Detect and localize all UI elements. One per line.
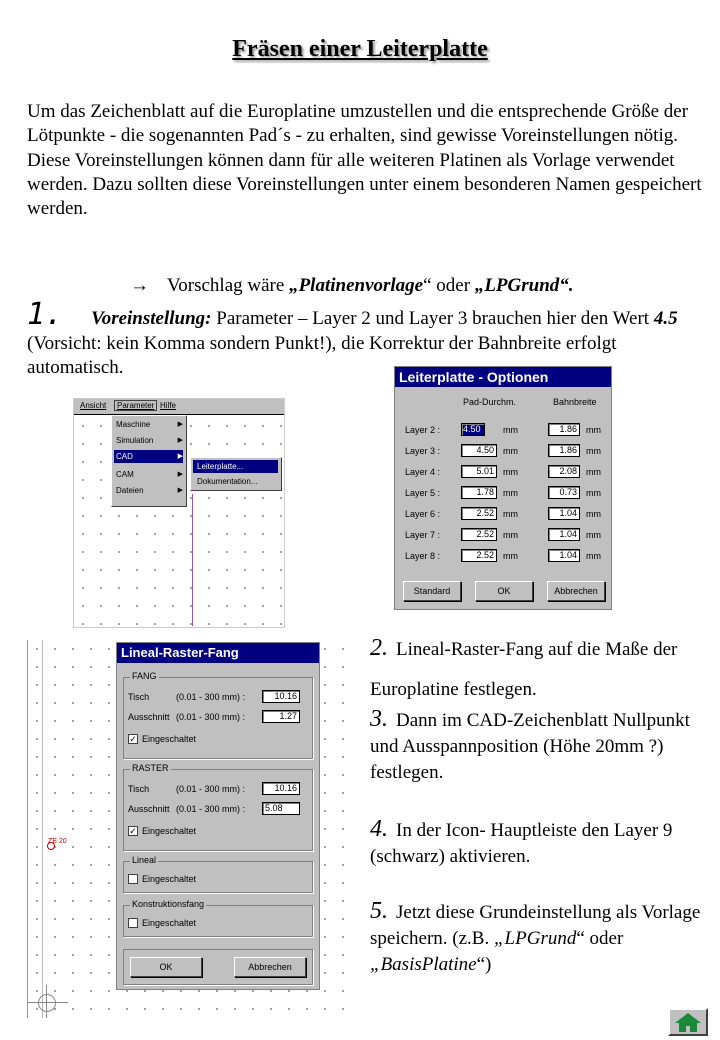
pad-unit-label: mm bbox=[503, 551, 518, 561]
layer-label: Layer 2 : bbox=[405, 425, 441, 435]
pad-unit-label: mm bbox=[503, 530, 518, 540]
bahnbreite-input[interactable]: 1.04 bbox=[548, 528, 580, 541]
step-2 bbox=[370, 630, 715, 710]
proposal-mid: “ oder bbox=[423, 275, 475, 296]
standard-button[interactable]: Standard bbox=[403, 581, 461, 601]
fang-ausschnitt-range: (0.01 - 300 mm) : bbox=[176, 712, 246, 722]
fang-tisch-range: (0.01 - 300 mm) : bbox=[176, 692, 246, 702]
raster-tisch-range: (0.01 - 300 mm) : bbox=[176, 784, 246, 794]
pad-diameter-input[interactable]: 5.01 bbox=[461, 465, 497, 478]
step-5 bbox=[370, 898, 715, 978]
menubar bbox=[74, 399, 284, 414]
ok-button[interactable]: OK bbox=[475, 581, 533, 601]
layer-label: Layer 7 : bbox=[405, 530, 441, 540]
step-4 bbox=[370, 816, 715, 870]
ze-label: ZE 20 bbox=[48, 838, 67, 845]
menu-item-cad[interactable]: CAD bbox=[116, 452, 133, 461]
menu-item-cam[interactable]: CAM bbox=[116, 470, 134, 479]
proposal-name-1: „Platinenvorlage bbox=[289, 275, 424, 296]
page-title: Fräsen einer Leiterplatte bbox=[232, 36, 488, 62]
col-bahn-header: Bahnbreite bbox=[553, 397, 597, 407]
crosshair-icon bbox=[38, 994, 56, 1012]
raster-ausschnitt-input[interactable]: 5.08 bbox=[262, 802, 300, 815]
bahn-unit-label: mm bbox=[586, 488, 601, 498]
step-3-number: 3. bbox=[370, 706, 388, 732]
raster-ausschnitt-label: Ausschnitt bbox=[128, 804, 170, 814]
step-5-text-b: “ oder bbox=[576, 928, 624, 949]
step-5-number: 5. bbox=[370, 898, 388, 924]
options-dialog-title: Leiterplatte - Optionen bbox=[395, 367, 611, 387]
menu-screenshot bbox=[73, 398, 285, 628]
fang-cancel-button[interactable]: Abbrechen bbox=[234, 957, 306, 977]
parameter-menu: Maschine ▶ Simulation ▶ CAD ▶ CAM ▶ Dateien ▶ bbox=[111, 415, 187, 507]
group-lineal-label: Lineal bbox=[132, 855, 157, 865]
pad-unit-label: mm bbox=[503, 509, 518, 519]
layer-label: Layer 3 : bbox=[405, 446, 441, 456]
fang-ausschnitt-input[interactable]: 1.27 bbox=[262, 710, 300, 723]
lineal-enabled-label: Eingeschaltet bbox=[142, 874, 197, 884]
fang-enabled-label: Eingeschaltet bbox=[142, 734, 197, 744]
bahn-unit-label: mm bbox=[586, 530, 601, 540]
fang-enabled-checkbox[interactable]: ✓ bbox=[129, 734, 137, 744]
cancel-button[interactable]: Abbrechen bbox=[547, 581, 605, 601]
menu-item-maschine[interactable]: Maschine bbox=[116, 420, 151, 429]
options-dialog bbox=[394, 366, 612, 610]
pad-diameter-input[interactable]: 2.52 bbox=[461, 549, 497, 562]
step-1-text-a: Parameter – Layer 2 und Layer 3 brauchen hier den Wert bbox=[211, 308, 654, 329]
menu-ansicht[interactable]: Ansicht bbox=[80, 401, 107, 410]
submenu-dokumentation[interactable]: Dokumentation... bbox=[197, 477, 258, 486]
pad-diameter-input[interactable]: 4.50 bbox=[461, 423, 485, 436]
menu-hilfe[interactable]: Hilfe bbox=[160, 401, 177, 410]
bahn-unit-label: mm bbox=[586, 446, 601, 456]
step-5-text-c: “) bbox=[476, 954, 492, 975]
pad-unit-label: mm bbox=[503, 467, 518, 477]
button-group bbox=[123, 949, 313, 985]
proposal-line bbox=[130, 275, 574, 297]
bahnbreite-input[interactable]: 2.08 bbox=[548, 465, 580, 478]
group-konstruktionsfang bbox=[123, 899, 313, 937]
konstr-enabled-label: Eingeschaltet bbox=[142, 918, 197, 928]
layer-label: Layer 5 : bbox=[405, 488, 441, 498]
group-fang-label: FANG bbox=[132, 671, 157, 681]
bahn-unit-label: mm bbox=[586, 551, 601, 561]
group-konstruktionsfang-label: Konstruktionsfang bbox=[132, 899, 205, 909]
home-icon bbox=[670, 1010, 706, 1034]
home-button[interactable] bbox=[668, 1008, 708, 1036]
fang-tisch-input[interactable]: 10.16 bbox=[262, 690, 300, 703]
group-fang bbox=[123, 671, 313, 759]
step-1-value: 4.5 bbox=[653, 308, 678, 329]
raster-tisch-label: Tisch bbox=[128, 784, 150, 794]
step-1-number: 1. bbox=[27, 297, 64, 332]
pad-diameter-input[interactable]: 2.52 bbox=[461, 507, 497, 520]
step-1-text-b: (Vorsicht: kein Komma sondern Punkt!), die Korrektur der Bahnbreite erfolgt automatisch. bbox=[27, 332, 617, 378]
step-5-text-a: Jetzt diese Grundeinstellung als Vorlage speichern. (z.B. bbox=[370, 902, 701, 949]
pad-unit-label: mm bbox=[503, 425, 518, 435]
menu-parameter[interactable]: Parameter bbox=[114, 400, 157, 411]
fang-ok-button[interactable]: OK bbox=[130, 957, 202, 977]
bahn-unit-label: mm bbox=[586, 425, 601, 435]
bahnbreite-input[interactable]: 1.04 bbox=[548, 549, 580, 562]
bahnbreite-input[interactable]: 0.73 bbox=[548, 486, 580, 499]
cad-submenu bbox=[190, 457, 282, 491]
pad-diameter-input[interactable]: 1.78 bbox=[461, 486, 497, 499]
raster-ausschnitt-range: (0.01 - 300 mm) : bbox=[176, 804, 246, 814]
fang-screenshot bbox=[27, 640, 344, 1018]
pad-diameter-input[interactable]: 2.52 bbox=[461, 528, 497, 541]
proposal-prefix: Vorschlag wäre bbox=[167, 275, 290, 296]
fang-ausschnitt-label: Ausschnitt bbox=[128, 712, 170, 722]
layer-label: Layer 6 : bbox=[405, 509, 441, 519]
step-5-name-1: „LPGrund bbox=[493, 928, 577, 949]
layer-label: Layer 8 : bbox=[405, 551, 441, 561]
step-4-number: 4. bbox=[370, 816, 388, 842]
pad-diameter-input[interactable]: 4.50 bbox=[461, 444, 497, 457]
raster-tisch-input[interactable]: 10.16 bbox=[262, 782, 300, 795]
lineal-enabled-checkbox[interactable] bbox=[128, 874, 138, 884]
fang-dialog bbox=[116, 642, 320, 990]
fang-dialog-title: Lineal-Raster-Fang bbox=[117, 643, 319, 663]
layer-label: Layer 4 : bbox=[405, 467, 441, 477]
step-3 bbox=[370, 706, 715, 786]
fang-tisch-label: Tisch bbox=[128, 692, 150, 702]
step-1 bbox=[27, 297, 717, 381]
raster-enabled-checkbox[interactable]: ✓ bbox=[129, 826, 137, 836]
menu-item-simulation[interactable]: Simulation bbox=[116, 436, 154, 445]
group-lineal bbox=[123, 855, 313, 893]
menu-item-dateien[interactable]: Dateien bbox=[116, 486, 144, 495]
step-1-label: Voreinstellung: bbox=[91, 308, 212, 329]
bahnbreite-input[interactable]: 1.86 bbox=[548, 444, 580, 457]
intro-paragraph: Um das Zeichenblatt auf die Europlatine umzustellen und die entsprechende Größe der Lötpunkte - die sogenannten Pad´s - zu erhalten, sind gewisse Voreinstellungen nötig. Diese Voreinstellungen können dann für alle weiteren Platinen als Vorlage verwendet werden. Dazu sollten diese Voreinstellungen unter einem besonderen Namen gespeichert werden. bbox=[27, 101, 702, 220]
step-2-number: 2. bbox=[370, 635, 388, 661]
origin-marker-icon bbox=[47, 842, 55, 850]
step-5-name-2: „BasisPlatine bbox=[370, 954, 477, 975]
arrow-icon: → bbox=[130, 275, 149, 296]
group-raster-label: RASTER bbox=[132, 763, 169, 773]
col-pad-header: Pad-Durchm. bbox=[463, 397, 517, 407]
step-2-text: Lineal-Raster-Fang auf die Maße der Europlatine festlegen. bbox=[370, 639, 678, 700]
step-3-text: Dann im CAD-Zeichenblatt Nullpunkt und Ausspannposition (Höhe 20mm ?) festlegen. bbox=[370, 710, 690, 783]
pad-unit-label: mm bbox=[503, 446, 518, 456]
pad-unit-label: mm bbox=[503, 488, 518, 498]
proposal-name-2: „LPGrund“. bbox=[474, 275, 574, 296]
konstr-enabled-checkbox[interactable] bbox=[128, 918, 138, 928]
step-4-text: In der Icon- Hauptleiste den Layer 9 (schwarz) aktivieren. bbox=[370, 820, 673, 867]
raster-enabled-label: Eingeschaltet bbox=[142, 826, 197, 836]
bahn-unit-label: mm bbox=[586, 467, 601, 477]
vertical-guide-line bbox=[192, 494, 193, 626]
bahn-unit-label: mm bbox=[586, 509, 601, 519]
bahnbreite-input[interactable]: 1.86 bbox=[548, 423, 580, 436]
submenu-leiterplatte[interactable]: Leiterplatte... bbox=[197, 462, 244, 471]
bahnbreite-input[interactable]: 1.04 bbox=[548, 507, 580, 520]
group-raster bbox=[123, 763, 313, 851]
